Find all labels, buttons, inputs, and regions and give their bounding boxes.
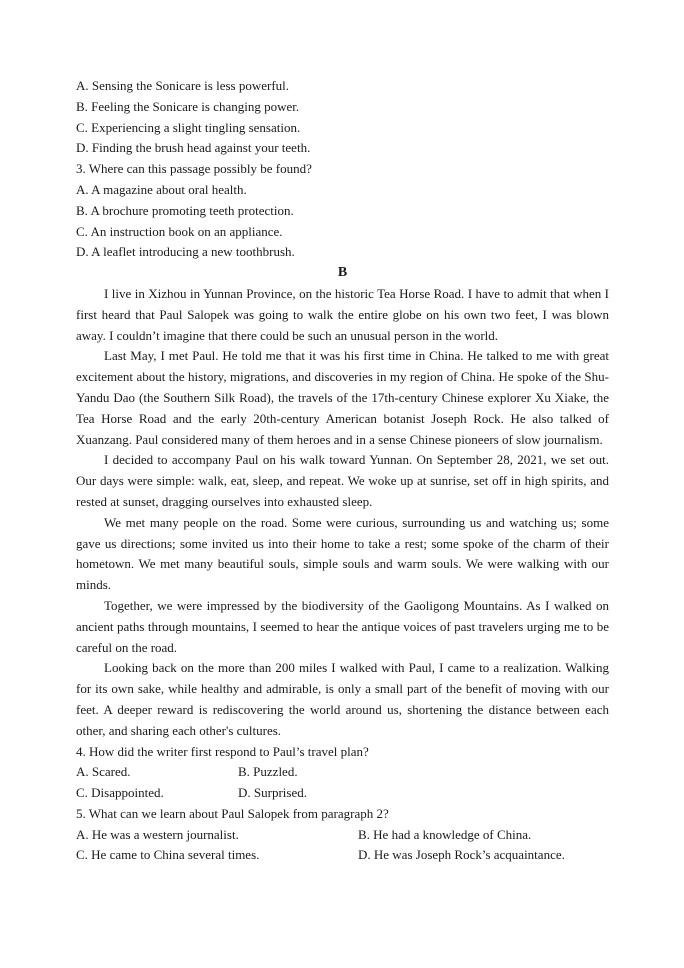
q5-options-row-1	[76, 825, 609, 846]
document-page	[76, 76, 609, 866]
q4-option-a: A. Scared.	[76, 764, 131, 780]
passage-paragraph-3: I decided to accompany Paul on his walk toward Yunnan. On September 28, 2021, we set out. Our days were simple: walk, eat, sleep, and repeat. We woke up at sunrise, set off in high spirits, and rested at sunset, dragging ourselves into exhausted sleep.	[76, 452, 609, 509]
q4-options-row-1	[76, 762, 609, 783]
q2-option-c: C. Experiencing a slight tingling sensation.	[76, 119, 301, 135]
q5-options-row-2	[76, 845, 609, 866]
section-b-title: B	[337, 265, 348, 281]
q3-option-d: D. A leaflet introducing a new toothbrush.	[76, 244, 295, 260]
passage-paragraph-2: Last May, I met Paul. He told me that it was his first time in China. He talked to me with great excitement about the history, migrations, and discoveries in my region of China. He spoke of the Shu-Yandu Dao (the Southern Silk Road), the travels of the 17th-century Chinese explorer Xu Xiake, the Tea Horse Road and the early 20th-century American botanist Joseph Rock. He also talked of Xuanzang. Paul considered many of them heroes and in a sense Chinese pioneers of slow journalism.	[76, 348, 609, 447]
passage-paragraph-6: Looking back on the more than 200 miles I walked with Paul, I came to a realization. Walking for its own sake, while healthy and admirable, is only a small part of the benefit of moving with our feet. A deeper reward is rediscovering the world around us, shortening the distance between each other, and sharing each other's cultures.	[76, 660, 609, 738]
q5-option-a: A. He was a western journalist.	[76, 826, 239, 842]
q4-question: 4. How did the writer first respond to Paul’s travel plan?	[76, 743, 369, 759]
passage-paragraph-1: I live in Xizhou in Yunnan Province, on the historic Tea Horse Road. I have to admit that when I first heard that Paul Salopek was going to walk the entire globe on his own two feet, I was blown away. I couldn’t imagine that there could be such an unusual person in the world.	[76, 285, 609, 343]
q3-option-c: C. An instruction book on an appliance.	[76, 223, 283, 239]
q4-options-row-2	[76, 783, 609, 804]
q5-option-b: B. He had a knowledge of China.	[358, 826, 532, 842]
q3-question: 3. Where can this passage possibly be found?	[76, 161, 312, 177]
passage-paragraph-5: Together, we were impressed by the biodiversity of the Gaoligong Mountains. As I walked on ancient paths through mountains, I seemed to hear the antique voices of past travelers urging me to be careful on the road.	[76, 597, 609, 655]
q4-option-d: D. Surprised.	[238, 785, 307, 801]
q2-option-a: A. Sensing the Sonicare is less powerful.	[76, 78, 290, 93]
q5-question: 5. What can we learn about Paul Salopek from paragraph 2?	[76, 805, 389, 821]
q5-option-d: D. He was Joseph Rock’s acquaintance.	[358, 847, 565, 863]
q3-option-a: A. A magazine about oral health.	[76, 181, 247, 197]
q2-option-b: B. Feeling the Sonicare is changing power.	[76, 98, 300, 114]
q2-option-d: D. Finding the brush head against your teeth.	[76, 140, 311, 156]
q3-option-b: B. A brochure promoting teeth protection.	[76, 202, 294, 218]
q5-option-c: C. He came to China several times.	[76, 847, 260, 863]
q4-option-c: C. Disappointed.	[76, 785, 164, 801]
q4-option-b: B. Puzzled.	[238, 764, 298, 780]
passage-paragraph-4: We met many people on the road. Some were curious, surrounding us and watching us; some gave us directions; some invited us into their home to take a rest; some spoke of the charm of their hometown. We met many beautiful souls, simple souls and warm souls. We were walking with our minds.	[76, 514, 609, 593]
